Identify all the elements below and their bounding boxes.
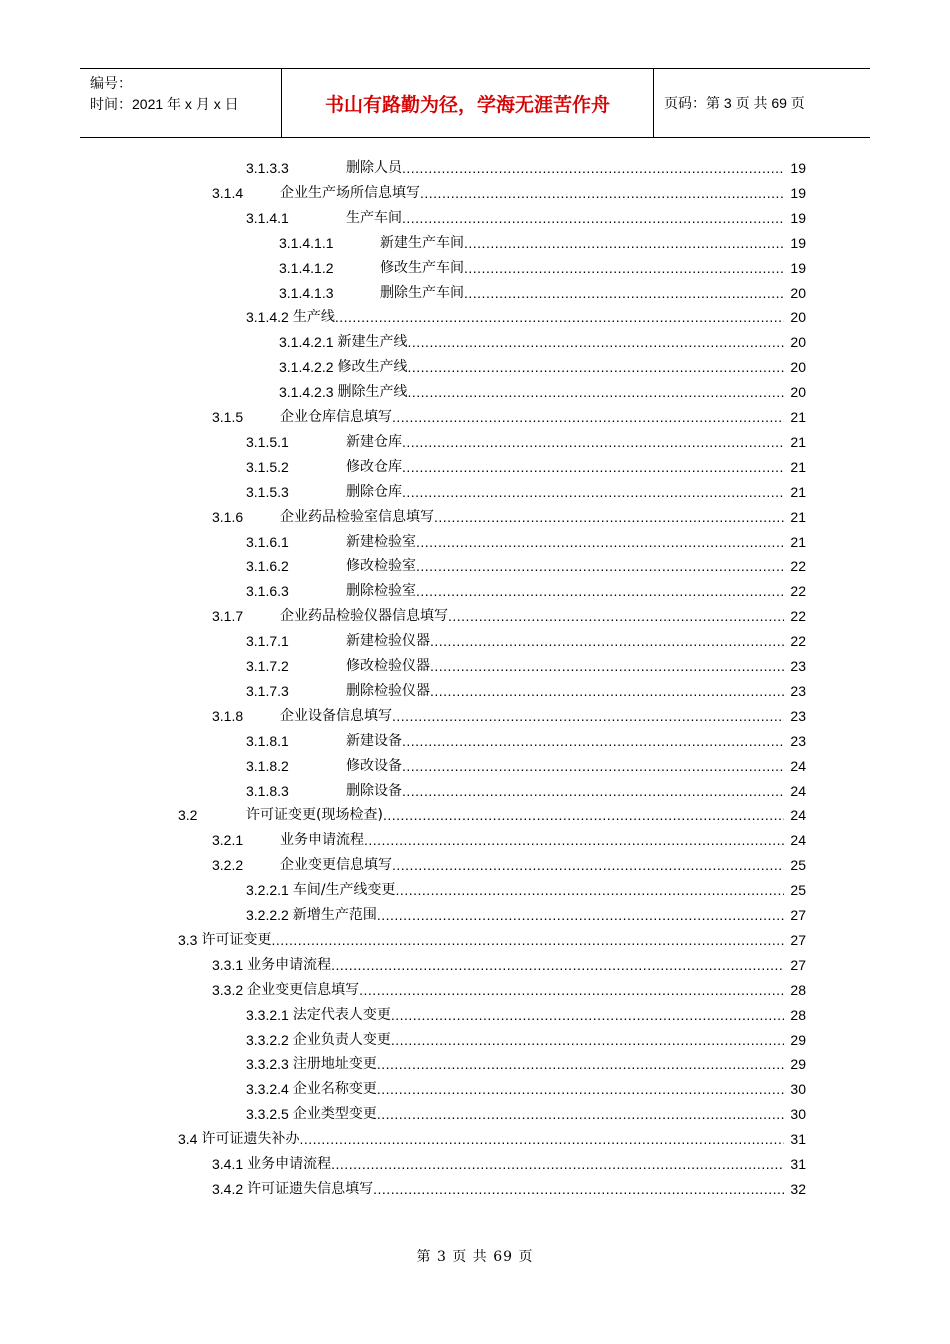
toc-entry-title: 生产线 (292, 309, 335, 325)
toc-dot-leader (434, 506, 784, 528)
header-page-info: 页码：第 3 页 共 69 页 (664, 95, 805, 111)
toc-entry-number: 3.1.8.2 (246, 758, 289, 774)
toc-entry-title: 业务申请流程 (280, 832, 364, 848)
toc-dot-leader (392, 854, 784, 876)
toc-entry-title: 业务申请流程 (247, 957, 332, 973)
toc-entry-number: 3.3.2.5 (246, 1106, 289, 1122)
toc-entry-number: 3.1.4.2.1 (279, 334, 334, 350)
toc-entry-page: 22 (790, 583, 806, 599)
toc-entry[interactable] (246, 431, 806, 453)
toc-entry-page: 28 (790, 1007, 806, 1023)
toc-entry-title: 许可证遗失信息填写 (247, 1181, 374, 1197)
toc-dot-leader (402, 456, 784, 478)
toc-entry-title: 删除生产车间 (380, 285, 464, 301)
toc-entry-number: 3.2.2 (212, 857, 244, 873)
toc-entry-page: 20 (790, 334, 806, 350)
toc-dot-leader (402, 755, 784, 777)
toc-entry-number: 3.1.6 (212, 509, 244, 525)
toc-dot-leader (299, 1128, 784, 1150)
toc-entry-page: 21 (790, 409, 806, 425)
toc-entry-page: 21 (790, 484, 806, 500)
toc-entry-number: 3.1.7.1 (246, 633, 289, 649)
toc-entry[interactable] (246, 879, 806, 901)
toc-entry-number: 3.1.6.2 (246, 558, 289, 574)
page-header (80, 68, 870, 138)
toc-dot-leader (335, 306, 784, 328)
toc-entry-page: 32 (790, 1181, 806, 1197)
toc-entry[interactable] (279, 356, 806, 378)
toc-entry-page: 21 (790, 509, 806, 525)
toc-entry-title: 法定代表人变更 (292, 1007, 391, 1023)
toc-entry-title: 删除人员 (346, 160, 402, 176)
toc-entry[interactable] (246, 680, 806, 702)
toc-entry-number: 3.1.4.1 (246, 210, 289, 226)
page-footer: 第 3 页 共 69 页 (416, 1249, 534, 1265)
toc-entry-page: 19 (790, 160, 806, 176)
toc-entry-number: 3.1.3.3 (246, 160, 289, 176)
toc-entry-number: 3.1.4 (212, 185, 244, 201)
toc-entry-title: 生产车间 (346, 210, 402, 226)
toc-entry-number: 3.1.4.2.3 (279, 384, 334, 400)
toc-entry-page: 20 (790, 309, 806, 325)
toc-dot-leader (402, 780, 784, 802)
toc-entry[interactable] (212, 705, 806, 727)
toc-entry[interactable] (246, 481, 806, 503)
toc-entry-title: 许可证变更 (201, 932, 272, 948)
toc-entry-number: 3.3.2.3 (246, 1056, 289, 1072)
toc-dot-leader (464, 232, 784, 254)
toc-entry[interactable] (212, 829, 806, 851)
toc-entry[interactable] (246, 207, 806, 229)
toc-entry-number: 3.1.8.1 (246, 733, 289, 749)
toc-entry-number: 3.1.4.1.1 (279, 235, 334, 251)
toc-entry-page: 27 (790, 957, 806, 973)
toc-entry[interactable] (279, 282, 806, 304)
toc-dot-leader (416, 531, 784, 553)
toc-entry-number: 3.1.4.1.3 (279, 285, 334, 301)
toc-entry-page: 20 (790, 285, 806, 301)
toc-entry-page: 21 (790, 434, 806, 450)
toc-entry-title: 企业仓库信息填写 (280, 409, 392, 425)
toc-entry[interactable] (246, 1053, 806, 1075)
toc-entry-number: 3.1.4.2 (246, 309, 289, 325)
toc-dot-leader (377, 1053, 784, 1075)
toc-entry[interactable] (246, 531, 806, 553)
toc-dot-leader (391, 1004, 784, 1026)
toc-entry[interactable] (246, 157, 806, 179)
toc-entry-title: 企业生产场所信息填写 (280, 185, 420, 201)
toc-entry[interactable] (246, 655, 806, 677)
toc-entry[interactable] (279, 257, 806, 279)
toc-entry-page: 25 (790, 882, 806, 898)
toc-entry-page: 31 (790, 1156, 806, 1172)
toc-entry-page: 24 (790, 832, 806, 848)
toc-entry-title: 删除仓库 (346, 484, 402, 500)
toc-entry-page: 24 (790, 807, 806, 823)
toc-entry-title: 企业变更信息填写 (247, 982, 360, 998)
toc-entry-number: 3.1.5.1 (246, 434, 289, 450)
toc-entry[interactable] (212, 605, 806, 627)
toc-entry-page: 19 (790, 185, 806, 201)
toc-entry-title: 新建仓库 (346, 434, 402, 450)
toc-entry-title: 新建检验室 (346, 534, 416, 550)
toc-dot-leader (402, 730, 784, 752)
toc-dot-leader (408, 356, 785, 378)
toc-entry-number: 3.1.7 (212, 608, 244, 624)
toc-entry-title: 许可证变更(现场检查) (246, 807, 383, 823)
toc-dot-leader (402, 207, 784, 229)
toc-entry-title: 企业药品检验室信息填写 (280, 509, 434, 525)
toc-entry-page: 20 (790, 359, 806, 375)
toc-entry[interactable] (246, 1078, 806, 1100)
toc-entry-number: 3.2.2.1 (246, 882, 289, 898)
toc-entry-page: 23 (790, 733, 806, 749)
toc-entry-number: 3.1.5.2 (246, 459, 289, 475)
toc-entry-page: 30 (790, 1106, 806, 1122)
toc-entry-page: 19 (790, 235, 806, 251)
toc-entry-number: 3.3.2.2 (246, 1032, 289, 1048)
toc-entry-page: 27 (790, 932, 806, 948)
toc-dot-leader (416, 555, 784, 577)
toc-entry-page: 19 (790, 210, 806, 226)
toc-entry[interactable] (246, 456, 806, 478)
document-number-label: 编号： (90, 75, 132, 91)
toc-entry-number: 3.4 (178, 1131, 198, 1147)
toc-dot-leader (392, 705, 784, 727)
toc-dot-leader (402, 481, 784, 503)
toc-entry[interactable] (212, 854, 806, 876)
toc-entry-page: 19 (790, 260, 806, 276)
toc-entry-title: 修改检验室 (346, 558, 416, 574)
toc-entry-number: 3.3 (178, 932, 198, 948)
toc-entry-number: 3.4.1 (212, 1156, 244, 1172)
document-time-label: 时间：2021 年 x 月 x 日 (90, 96, 239, 112)
toc-dot-leader (396, 879, 784, 901)
toc-dot-leader (408, 381, 785, 403)
toc-entry[interactable] (178, 1128, 806, 1150)
toc-dot-leader (392, 406, 784, 428)
toc-entry-page: 29 (790, 1032, 806, 1048)
toc-entry-number: 3.3.2.1 (246, 1007, 289, 1023)
header-motto: 书山有路勤为径，学海无涯苦作舟 (282, 69, 654, 137)
toc-entry[interactable] (178, 929, 806, 951)
toc-entry-title: 修改生产车间 (380, 260, 464, 276)
toc-entry[interactable] (246, 1103, 806, 1125)
toc-dot-leader (420, 182, 784, 204)
toc-entry[interactable] (212, 406, 806, 428)
toc-entry[interactable] (246, 904, 806, 926)
toc-entry-number: 3.1.6.1 (246, 534, 289, 550)
toc-entry-page: 27 (790, 907, 806, 923)
toc-entry[interactable] (212, 1178, 806, 1200)
toc-entry[interactable] (246, 730, 806, 752)
toc-entry[interactable] (212, 182, 806, 204)
toc-entry[interactable] (178, 804, 806, 826)
toc-dot-leader (430, 680, 784, 702)
toc-entry-page: 24 (790, 758, 806, 774)
toc-entry[interactable] (246, 630, 806, 652)
toc-dot-leader (383, 804, 784, 826)
toc-entry-title: 业务申请流程 (247, 1156, 332, 1172)
toc-entry[interactable] (212, 954, 806, 976)
toc-entry-number: 3.1.6.3 (246, 583, 289, 599)
toc-entry-page: 30 (790, 1081, 806, 1097)
toc-entry[interactable] (246, 1004, 806, 1026)
toc-dot-leader (464, 282, 784, 304)
toc-entry-title: 车间/生产线变更 (292, 882, 396, 898)
toc-entry[interactable] (246, 780, 806, 802)
toc-entry-page: 23 (790, 683, 806, 699)
toc-entry-number: 3.2.2.2 (246, 907, 289, 923)
toc-entry-number: 3.1.7.2 (246, 658, 289, 674)
toc-entry-title: 删除设备 (346, 783, 402, 799)
toc-entry-number: 3.1.5 (212, 409, 244, 425)
toc-entry-number: 3.4.2 (212, 1181, 244, 1197)
toc-dot-leader (408, 331, 785, 353)
toc-entry-title: 新建检验仪器 (346, 633, 430, 649)
toc-entry-page: 22 (790, 558, 806, 574)
toc-entry-title: 企业名称变更 (292, 1081, 377, 1097)
toc-dot-leader (373, 1178, 784, 1200)
toc-dot-leader (364, 829, 784, 851)
toc-entry-number: 3.2 (178, 807, 198, 823)
toc-entry-page: 28 (790, 982, 806, 998)
toc-entry-title: 企业类型变更 (292, 1106, 377, 1122)
toc-entry-number: 3.1.8 (212, 708, 244, 724)
toc-entry[interactable] (212, 979, 806, 1001)
toc-entry-page: 20 (790, 384, 806, 400)
toc-entry-number: 3.1.7.3 (246, 683, 289, 699)
toc-entry-number: 3.3.2.4 (246, 1081, 289, 1097)
toc-entry[interactable] (279, 381, 806, 403)
toc-dot-leader (271, 929, 784, 951)
toc-dot-leader (402, 431, 784, 453)
toc-entry-number: 3.3.1 (212, 957, 244, 973)
toc-entry-title: 企业负责人变更 (292, 1032, 391, 1048)
toc-entry-number: 3.1.4.2.2 (279, 359, 334, 375)
toc-entry-page: 31 (790, 1131, 806, 1147)
toc-dot-leader (391, 1029, 784, 1051)
toc-entry-title: 删除检验仪器 (346, 683, 430, 699)
toc-entry[interactable] (246, 555, 806, 577)
toc-entry-title: 新建设备 (346, 733, 402, 749)
toc-dot-leader (402, 157, 784, 179)
toc-entry-page: 23 (790, 708, 806, 724)
toc-entry-title: 修改设备 (346, 758, 402, 774)
toc-entry[interactable] (279, 232, 806, 254)
toc-entry-page: 21 (790, 459, 806, 475)
toc-entry-number: 3.1.4.1.2 (279, 260, 334, 276)
toc-entry-page: 24 (790, 783, 806, 799)
toc-dot-leader (331, 954, 784, 976)
toc-dot-leader (359, 979, 784, 1001)
toc-entry-title: 新增生产范围 (292, 907, 377, 923)
toc-dot-leader (377, 1078, 784, 1100)
toc-entry-title: 修改生产线 (337, 359, 408, 375)
toc-dot-leader (377, 904, 784, 926)
toc-entry-page: 29 (790, 1056, 806, 1072)
toc-dot-leader (416, 580, 784, 602)
toc-entry-title: 修改仓库 (346, 459, 402, 475)
toc-entry-title: 许可证遗失补办 (201, 1131, 300, 1147)
toc-entry-title: 注册地址变更 (292, 1056, 377, 1072)
toc-dot-leader (377, 1103, 784, 1125)
toc-dot-leader (448, 605, 784, 627)
toc-entry-page: 21 (790, 534, 806, 550)
toc-entry-title: 企业设备信息填写 (280, 708, 392, 724)
toc-entry-number: 3.2.1 (212, 832, 244, 848)
toc-entry-number: 3.1.5.3 (246, 484, 289, 500)
toc-entry-title: 企业变更信息填写 (280, 857, 392, 873)
toc-entry-title: 新建生产线 (337, 334, 408, 350)
toc-entry[interactable] (246, 306, 806, 328)
toc-entry-title: 删除生产线 (337, 384, 408, 400)
toc-entry[interactable] (212, 1153, 806, 1175)
toc-entry[interactable] (246, 755, 806, 777)
toc-entry-page: 25 (790, 857, 806, 873)
toc-entry-title: 删除检验室 (346, 583, 416, 599)
toc-entry[interactable] (246, 580, 806, 602)
toc-entry-page: 22 (790, 608, 806, 624)
toc-entry[interactable] (246, 1029, 806, 1051)
header-meta (80, 69, 282, 137)
toc-entry-number: 3.1.8.3 (246, 783, 289, 799)
toc-entry-number: 3.3.2 (212, 982, 244, 998)
toc-entry-title: 修改检验仪器 (346, 658, 430, 674)
toc-dot-leader (464, 257, 784, 279)
toc-entry-title: 企业药品检验仪器信息填写 (280, 608, 448, 624)
toc-entry-title: 新建生产车间 (380, 235, 464, 251)
toc-dot-leader (331, 1153, 784, 1175)
toc-entry[interactable] (279, 331, 806, 353)
toc-dot-leader (430, 655, 784, 677)
toc-dot-leader (430, 630, 784, 652)
toc-entry-page: 22 (790, 633, 806, 649)
toc-entry[interactable] (212, 506, 806, 528)
toc-entry-page: 23 (790, 658, 806, 674)
